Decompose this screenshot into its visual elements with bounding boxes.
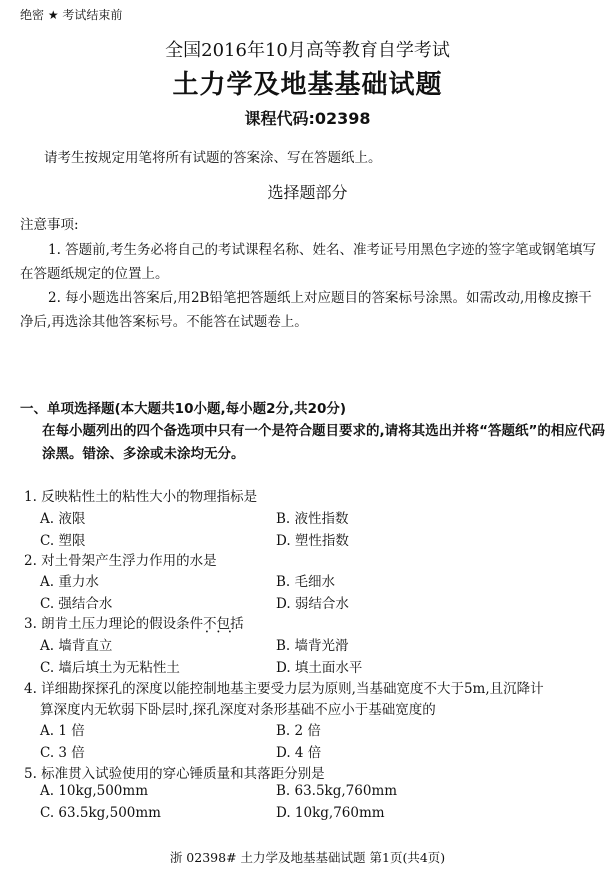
part1-instruction: 在每小题列出的四个备选项中只有一个是符合题目要求的,请将其选出并将“答题纸”的相应代码涂黑。错涂、多涂或未涂均无分。 [42,423,605,462]
question-4-stem-line1: 4. 详细勘探探孔的深度以能控制地基主要受力层为原则,当基础宽度不大于5m,且沉降计 [24,681,544,697]
question-5-option-d: D. 10kg,760mm [276,805,385,821]
question-4-option-a: A. 1 倍 [40,723,85,739]
question-1-stem: 1. 反映粘性土的粘性大小的物理指标是 [24,489,258,505]
section-title: 选择题部分 [267,183,348,202]
question-5-stem: 5. 标准贯入试验使用的穿心锤质量和其落距分别是 [24,766,325,782]
question-3-stem-text: 3. 朗肯土压力理论的假设条件 [24,616,204,632]
question-4-stem-line2: 算深度内无软弱下卧层时,探孔深度对条形基础不应小于基础宽度的 [40,702,436,718]
question-1-option-a: A. 液限 [40,511,86,527]
question-1-option-c: C. 塑限 [40,533,86,549]
question-3-option-c: C. 墙后填土为无粘性土 [40,660,180,676]
question-1-option-d: D. 塑性指数 [276,533,349,549]
question-5-option-a: A. 10kg,500mm [40,783,148,799]
question-2-option-c: C. 强结合水 [40,596,113,612]
secret-label: 绝密 ★ 考试结束前 [20,8,123,22]
question-1-option-b: B. 液性指数 [276,511,349,527]
notes-heading: 注意事项: [20,217,79,233]
question-2-stem: 2. 对土骨架产生浮力作用的水是 [24,553,217,569]
answer-instruction: 请考生按规定用笔将所有试题的答案涂、写在答题纸上。 [44,150,382,166]
question-3-option-b: B. 墙背光滑 [276,638,349,654]
question-4-option-b: B. 2 倍 [276,723,321,739]
question-2-option-d: D. 弱结合水 [276,596,349,612]
question-5-option-b: B. 63.5kg,760mm [276,783,398,799]
paper-title: 土力学及地基基础试题 [172,70,443,100]
question-3-option-d: D. 填土面水平 [276,660,363,676]
question-4-option-c: C. 3 倍 [40,745,85,761]
note-item-2: 2. 每小题选出答案后,用2B铅笔把答题纸上对应题目的答案标号涂黑。如需改动,用橡皮擦干净后,再选涂其他答案标号。不能答在试题卷上。 [20,290,592,330]
question-2-option-a: A. 重力水 [40,574,99,590]
question-2-option-b: B. 毛细水 [276,574,336,590]
question-3-emphasis: 不包括 • • • [203,616,244,632]
page-footer: 浙 02398# 土力学及地基基础试题 第1页(共4页) [169,850,446,865]
question-3-option-a: A. 墙背直立 [40,638,113,654]
course-code: 课程代码:02398 [244,109,371,128]
note-item-1: 1. 答题前,考生务必将自己的考试课程名称、姓名、准考证号用黑色字迹的签字笔或钢笔填写在答题纸规定的位置上。 [20,242,596,282]
exam-title: 全国2016年10月高等教育自学考试 [165,40,450,61]
part1-heading: 一、单项选择题(本大题共10小题,每小题2分,共20分) [20,401,347,417]
question-5-option-c: C. 63.5kg,500mm [40,805,161,821]
question-4-option-d: D. 4 倍 [276,745,322,761]
question-3-stem [24,612,244,632]
